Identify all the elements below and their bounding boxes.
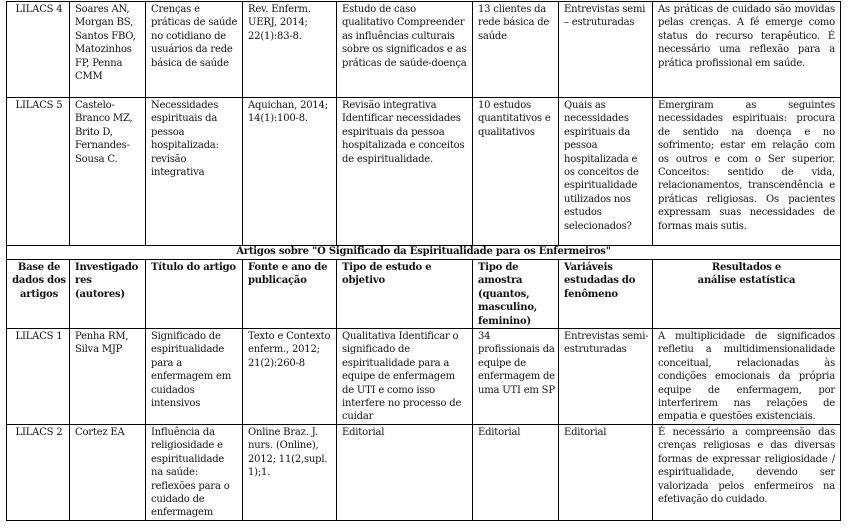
cell-fonte: Rev. Enferm. UERJ, 2014; 22(1):83-8. (243, 2, 337, 98)
table-row (7, 329, 841, 425)
header-fonte: Fonte e ano de publicação (243, 260, 337, 329)
header-row (7, 260, 841, 329)
cell-base: LILACS 4 (7, 2, 70, 98)
table-row (7, 424, 841, 520)
table-row (7, 2, 841, 98)
cell-tipo: Qualitativa Identificar o significado de espiritualidade para a equipe de enfermagem de UTI e como isso interfere no processo de cuidar (337, 329, 473, 425)
cell-titulo: Crenças e práticas de saúde no cotidiano de usuários da rede básica de saúde (146, 2, 243, 98)
cell-resultados: As práticas de cuidado são movidas pelas crenças. A fé emerge como status do recurso terapêutico. É necessário uma reflexão para a prática profissional em saúde. (653, 2, 841, 98)
cell-resultados: Emergiram as seguintes necessidades espirituais: procura de sentido na doença e no sofrimento; estar em relação com os outros e com o Ser superior. Conceitos: sentido de vida, relacionamentos, transcendência e práticas religiosas. Os pacientes expressam suas necessidades de formas mais sutis. (653, 98, 841, 246)
cell-tipo: Revisão integrativa Identificar necessidades espirituais da pessoa hospitalizada e conceitos de espiritualidade. (337, 98, 473, 246)
cell-autores: Cortez EA (70, 424, 146, 520)
cell-autores: Soares AN, Morgan BS, Santos FBO, Matozinhos FP, Penna CMM (70, 2, 146, 98)
cell-base: LILACS 2 (7, 424, 70, 520)
cell-tipo: Editorial (337, 424, 473, 520)
cell-fonte: Aquichan, 2014; 14(1):100-8. (243, 98, 337, 246)
cell-resultados: É necessário a compreensão das crenças religiosas e das diversas formas de expressar religiosidade / espiritualidade, devendo ser valorizada pelos enfermeiros na efetivação do cuidado. (653, 424, 841, 520)
cell-amostra: 10 estudos quantitativos e qualitativos (473, 98, 559, 246)
table-row (7, 98, 841, 246)
cell-variaveis: Entrevistas semi-estruturadas (559, 329, 653, 425)
cell-variaveis: Editorial (559, 424, 653, 520)
cell-fonte: Online Braz. J. nurs. (Online), 2012; 11(2,supl. 1);1. (243, 424, 337, 520)
header-variaveis: Variáveis estudadas do fenômeno (559, 260, 653, 329)
header-amostra: Tipo de amostra (quantos, masculino, feminino) (473, 260, 559, 329)
articles-table (6, 1, 841, 521)
cell-variaveis: Quais as necessidades espirituais da pessoa hospitalizada e os conceitos de espiritualidade utilizados nos estudos selecionados? (559, 98, 653, 246)
section-row (7, 246, 841, 260)
cell-amostra: 13 clientes da rede básica de saúde (473, 2, 559, 98)
header-titulo: Título do artigo (146, 260, 243, 329)
cell-fonte: Texto e Contexto enferm., 2012; 21(2):260-8 (243, 329, 337, 425)
cell-amostra: Editorial (473, 424, 559, 520)
header-resultados: Resultados e análise estatística (653, 260, 841, 329)
cell-titulo: Significado de espiritualidade para a enfermagem em cuidados intensivos (146, 329, 243, 425)
cell-variaveis: Entrevistas semi – estruturadas (559, 2, 653, 98)
cell-base: LILACS 1 (7, 329, 70, 425)
cell-autores: Castelo-Branco MZ, Brito D, Fernandes-Sousa C. (70, 98, 146, 246)
cell-autores: Penha RM, Silva MJP (70, 329, 146, 425)
section-title: Artigos sobre "O Significado da Espiritualidade para os Enfermeiros" (7, 246, 841, 260)
cell-amostra: 34 profissionais da equipe de enfermagem de uma UTI em SP (473, 329, 559, 425)
header-base: Base de dados dos artigos (7, 260, 70, 329)
cell-resultados: A multiplicidade de significados refletiu a multidimensionalidade conceitual, relacionadas às condições emocionais da própria equipe de enfermagem, por interferirem nas relações de empatia e questões existenciais. (653, 329, 841, 425)
header-tipo: Tipo de estudo e objetivo (337, 260, 473, 329)
cell-tipo: Estudo de caso qualitativo Compreender as influências culturais sobre os significados e as práticas de saúde-doença (337, 2, 473, 98)
header-autores: Investigado res (autores) (70, 260, 146, 329)
cell-titulo: Influência da religiosidade e espiritualidade na saúde: reflexões para o cuidado de enfermagem (146, 424, 243, 520)
cell-titulo: Necessidades espirituais da pessoa hospitalizada: revisão integrativa (146, 98, 243, 246)
cell-base: LILACS 5 (7, 98, 70, 246)
